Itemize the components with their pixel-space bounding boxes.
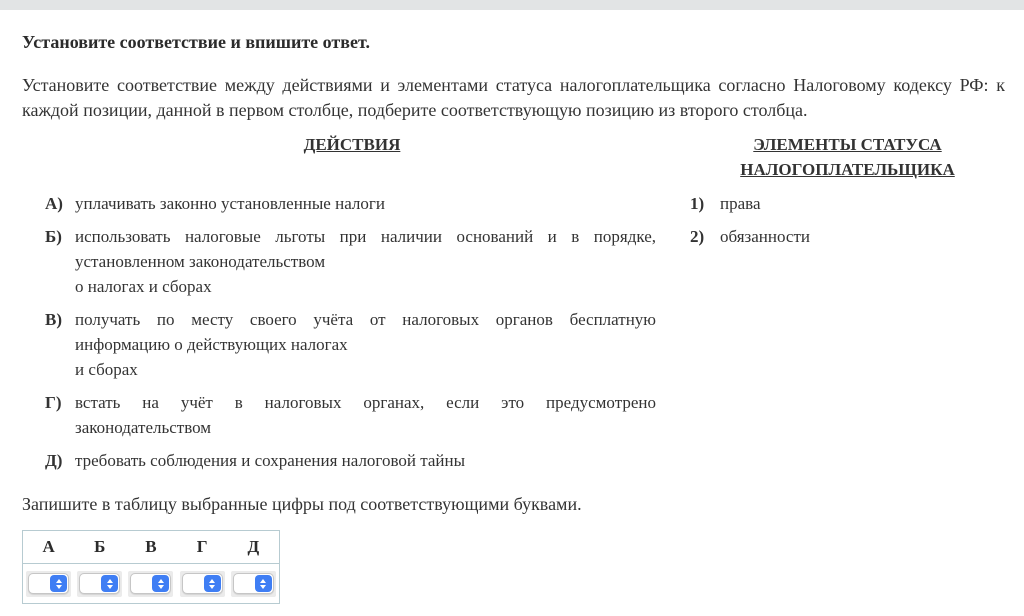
answer-header-a: А <box>42 537 55 556</box>
status-column-header <box>690 132 1005 191</box>
action-item-b <box>22 224 682 299</box>
answer-input-a[interactable] <box>29 575 50 592</box>
item-line: информацию о действующих налогах <box>75 335 348 354</box>
question-title: Установите соответствие и впишите ответ. <box>22 32 370 52</box>
item-line: получать по месту своего учёта от налоговых органов бесплатную <box>75 310 656 329</box>
action-item-d <box>22 448 682 473</box>
status-item-2 <box>690 224 1005 249</box>
answer-header-d: Д <box>247 537 260 556</box>
answer-table-input-row <box>23 564 279 603</box>
stepper-button-b[interactable] <box>101 575 118 592</box>
answer-spinner-b[interactable] <box>77 571 122 597</box>
stepper-up-icon <box>209 579 215 583</box>
stepper-button-g[interactable] <box>204 575 221 592</box>
stepper-button-a[interactable] <box>50 575 67 592</box>
matching-columns <box>22 132 1005 481</box>
action-item-a <box>22 191 682 216</box>
action-item-v <box>22 307 682 382</box>
stepper-button-d[interactable] <box>255 575 272 592</box>
answer-input-g[interactable] <box>183 575 204 592</box>
answer-header-g: Г <box>196 537 208 556</box>
stepper-button-v[interactable] <box>152 575 169 592</box>
stepper-up-icon <box>158 579 164 583</box>
status-header-line1: ЭЛЕМЕНТЫ СТАТУСА <box>753 135 942 154</box>
actions-column <box>22 132 682 481</box>
item-marker: 2) <box>690 227 705 246</box>
answer-spinner-v[interactable] <box>128 571 173 597</box>
status-item-label: обязанности <box>720 227 810 246</box>
item-line: о налогах и сборах <box>75 277 212 296</box>
actions-column-header <box>22 132 682 191</box>
answer-spinner-d[interactable] <box>231 571 276 597</box>
item-marker: Б) <box>45 227 62 246</box>
stepper-up-icon <box>107 579 113 583</box>
stepper-down-icon <box>158 585 164 589</box>
answer-input-v[interactable] <box>131 575 152 592</box>
status-item-label: права <box>720 194 761 213</box>
answer-table <box>22 530 280 604</box>
item-line: требовать соблюдения и сохранения налоговой тайны <box>75 451 466 470</box>
item-marker: В) <box>45 310 62 329</box>
answer-input-b[interactable] <box>80 575 101 592</box>
stepper-down-icon <box>56 585 62 589</box>
question-page <box>0 31 1024 604</box>
item-line: уплачивать законно установленные налоги <box>75 194 385 213</box>
stepper-down-icon <box>107 585 113 589</box>
item-marker: А) <box>45 194 63 213</box>
action-item-g <box>22 390 682 440</box>
item-marker: Г) <box>45 393 62 412</box>
answer-input-d[interactable] <box>234 575 255 592</box>
stepper-up-icon <box>260 579 266 583</box>
question-intro: Установите соответствие между действиями и элементами статуса налогоплательщика согласно Налоговому кодексу РФ: к каждой позиции, данной в первом столбце, подберите соответствующую позицию из второго столбца. <box>22 75 1005 120</box>
answer-instruction: Запишите в таблицу выбранные цифры под соответствующими буквами. <box>22 494 582 514</box>
actions-header-text: ДЕЙСТВИЯ <box>303 135 401 154</box>
answer-spinner-a[interactable] <box>26 571 71 597</box>
status-elements-column <box>690 132 1005 481</box>
item-line: встать на учёт в налоговых органах, если это предусмотрено <box>75 393 656 412</box>
item-line: установленном законодательством <box>75 252 326 271</box>
status-item-1 <box>690 191 1005 216</box>
answer-spinner-g[interactable] <box>180 571 225 597</box>
item-line: законодательством <box>75 418 212 437</box>
top-bar <box>0 0 1024 10</box>
status-header-line2: НАЛОГОПЛАТЕЛЬЩИКА <box>740 160 955 179</box>
stepper-down-icon <box>260 585 266 589</box>
answer-header-b: Б <box>94 537 106 556</box>
answer-table-header-row <box>23 531 279 564</box>
item-marker: Д) <box>45 451 63 470</box>
item-line: использовать налоговые льготы при наличии оснований и в порядке, <box>75 227 656 246</box>
stepper-down-icon <box>209 585 215 589</box>
answer-header-v: В <box>145 537 157 556</box>
item-line: и сборах <box>75 360 138 379</box>
stepper-up-icon <box>56 579 62 583</box>
item-marker: 1) <box>690 194 705 213</box>
